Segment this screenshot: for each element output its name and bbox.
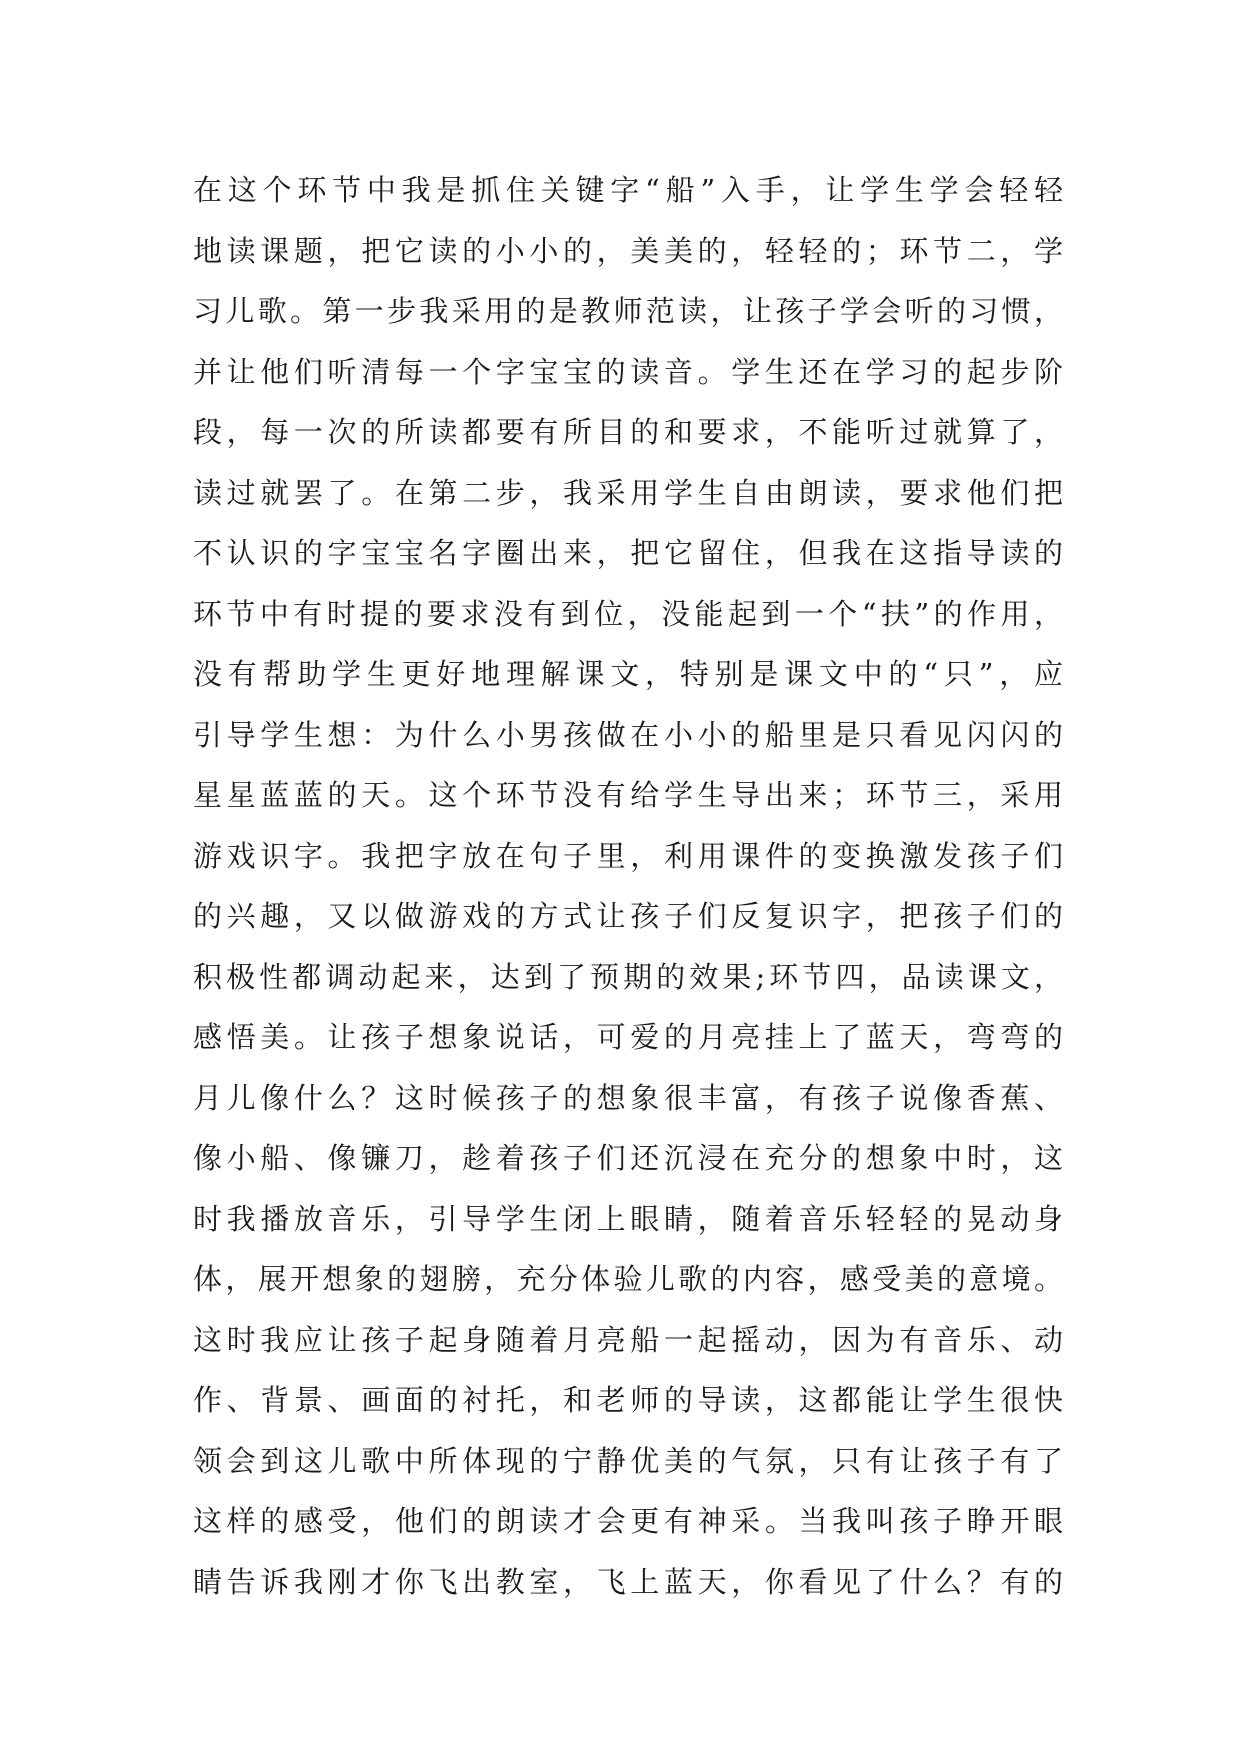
text-line: 这时我应让孩子起身随着月亮船一起摇动，因为有音乐、动 <box>193 1322 1063 1357</box>
text-line: 时我播放音乐，引导学生闭上眼睛，随着音乐轻轻的晃动身 <box>193 1201 1063 1236</box>
text-line: 环节中有时提的要求没有到位，没能起到一个“扶”的作用， <box>193 596 1063 631</box>
text-line: 这样的感受，他们的朗读才会更有神采。当我叫孩子睁开眼 <box>193 1504 1063 1538</box>
text-line: 睛告诉我刚才你飞出教室，飞上蓝天，你看见了什么？有的 <box>193 1564 1063 1599</box>
text-line: 星星蓝蓝的天。这个环节没有给学生导出来；环节三，采用 <box>193 778 1063 812</box>
text-line: 月儿像什么？这时候孩子的想象很丰富，有孩子说像香蕉、 <box>193 1080 1063 1115</box>
text-line: 地读课题，把它读的小小的，美美的，轻轻的；环节二，学 <box>193 233 1063 268</box>
text-line: 读过就罢了。在第二步，我采用学生自由朗读，要求他们把 <box>193 475 1063 510</box>
text-line: 像小船、像镰刀，趁着孩子们还沉浸在充分的想象中时，这 <box>193 1141 1063 1175</box>
text-line: 作、背景、画面的衬托，和老师的导读，这都能让学生很快 <box>193 1383 1063 1417</box>
body-paragraph <box>193 160 1063 1612</box>
text-line: 积极性都调动起来，达到了预期的效果;环节四，品读课文， <box>193 959 1063 994</box>
text-line: 并让他们听清每一个字宝宝的读音。学生还在学习的起步阶 <box>193 354 1063 389</box>
text-line: 游戏识字。我把字放在句子里，利用课件的变换激发孩子们 <box>193 838 1063 873</box>
text-line: 在这个环节中我是抓住关键字“船”入手，让学生学会轻轻 <box>193 173 1063 207</box>
text-line: 领会到这儿歌中所体现的宁静优美的气氛，只有让孩子有了 <box>193 1443 1063 1478</box>
text-line: 引导学生想：为什么小男孩做在小小的船里是只看见闪闪的 <box>193 717 1063 752</box>
text-line: 不认识的字宝宝名字圈出来，把它留住，但我在这指导读的 <box>193 536 1063 570</box>
text-line: 没有帮助学生更好地理解课文，特别是课文中的“只”，应 <box>193 657 1063 691</box>
text-line: 的兴趣，又以做游戏的方式让孩子们反复识字，把孩子们的 <box>193 899 1063 933</box>
text-line: 段，每一次的所读都要有所目的和要求，不能听过就算了， <box>193 415 1063 449</box>
text-line: 习儿歌。第一步我采用的是教师范读，让孩子学会听的习惯， <box>193 294 1063 328</box>
text-line: 感悟美。让孩子想象说话，可爱的月亮挂上了蓝天，弯弯的 <box>193 1020 1063 1054</box>
text-line: 体，展开想象的翅膀，充分体验儿歌的内容，感受美的意境。 <box>193 1262 1063 1296</box>
